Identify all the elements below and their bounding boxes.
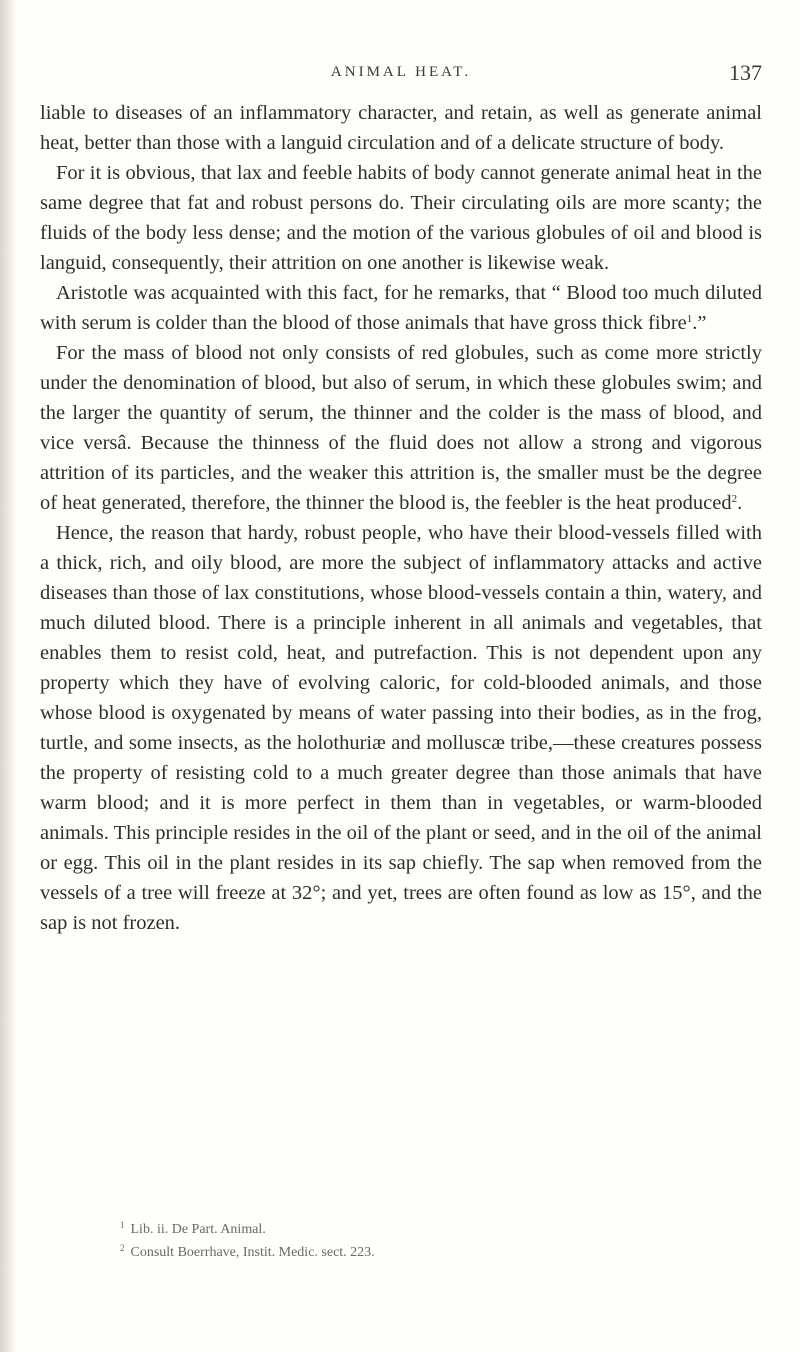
paragraph-1 bbox=[40, 98, 762, 158]
running-head bbox=[40, 60, 762, 90]
paragraph-3 bbox=[40, 278, 762, 338]
paragraph-4 bbox=[40, 338, 762, 518]
footnote-ref-1[interactable]: 1 bbox=[686, 313, 693, 325]
paragraph-5 bbox=[40, 518, 762, 938]
paragraph-text: liable to diseases of an inflammatory character, and retain, as well as generate animal heat, better than those with a languid circulation and of a delicate structure of body. bbox=[40, 102, 762, 154]
footnote-1 bbox=[120, 1218, 720, 1241]
footnote-2 bbox=[120, 1241, 720, 1264]
footnote-text: Consult Boerrhave, Instit. Medic. sect. 223. bbox=[130, 1245, 375, 1260]
paragraph-text-tail: .” bbox=[692, 312, 707, 334]
paragraph-text: For it is obvious, that lax and feeble habits of body cannot generate animal heat in the same degree that fat and robust persons do. Their circulating oils are more scanty; the fluids of the body less dense; and the motion of the various globules of oil and blood is languid, consequently, their attrition on one another is likewise weak. bbox=[40, 162, 762, 274]
footnote-ref-2[interactable]: 2 bbox=[731, 493, 738, 505]
paragraph-text: Hence, the reason that hardy, robust people, who have their blood-vessels filled with a thick, rich, and oily blood, are more the subject of inflammatory attacks and active diseases than those of lax constitutions, whose blood-vessels contain a thin, watery, and much diluted blood. There is a principle inherent in all animals and vegetables, that enables them to resist cold, heat, and putrefaction. This is not dependent upon any property which they have of evolving caloric, for cold-blooded animals, and those whose blood is oxygenated by means of water passing into their bodies, as in the frog, turtle, and some insects, as the holothuriæ and molluscæ tribe,—these creatures possess the property of resisting cold to a much greater degree than those animals that have warm blood; and it is more perfect in them than in vegetables, or warm-blooded animals. This principle resides in the oil of the plant or seed, and in the oil of the animal or egg. This oil in the plant resides in its sap chiefly. The sap when removed from the vessels of a tree will freeze at 32°; and yet, trees are often found as low as 15°, and the sap is not frozen. bbox=[40, 522, 762, 934]
paragraph-text: Aristotle was acquainted with this fact, for he remarks, that “ Blood too much diluted with serum is colder than the blood of those animals that have gross thick fibre bbox=[40, 282, 762, 334]
footnote-mark: 1 bbox=[120, 1220, 125, 1230]
page-gutter-shadow bbox=[0, 0, 16, 1352]
body-text bbox=[40, 98, 762, 938]
paragraph-2 bbox=[40, 158, 762, 278]
paragraph-text: For the mass of blood not only consists of red globules, such as come more strictly under the denomination of blood, but also of serum, in which these globules swim; and the larger the quantity of serum, the thinner and the colder is the mass of blood, and vice versâ. Because the thinness of the fluid does not allow a strong and vigorous attrition of its particles, and the weaker this attrition is, the smaller must be the degree of heat generated, therefore, the thinner the blood is, the feebler is the heat produced bbox=[40, 342, 762, 514]
footnote-text: Lib. ii. De Part. Animal. bbox=[130, 1222, 266, 1237]
running-title: ANIMAL HEAT. bbox=[330, 64, 472, 80]
footnotes bbox=[120, 1218, 720, 1264]
footnote-mark: 2 bbox=[120, 1243, 125, 1253]
paragraph-text-tail: . bbox=[737, 492, 743, 514]
page-number: 137 bbox=[729, 60, 762, 85]
